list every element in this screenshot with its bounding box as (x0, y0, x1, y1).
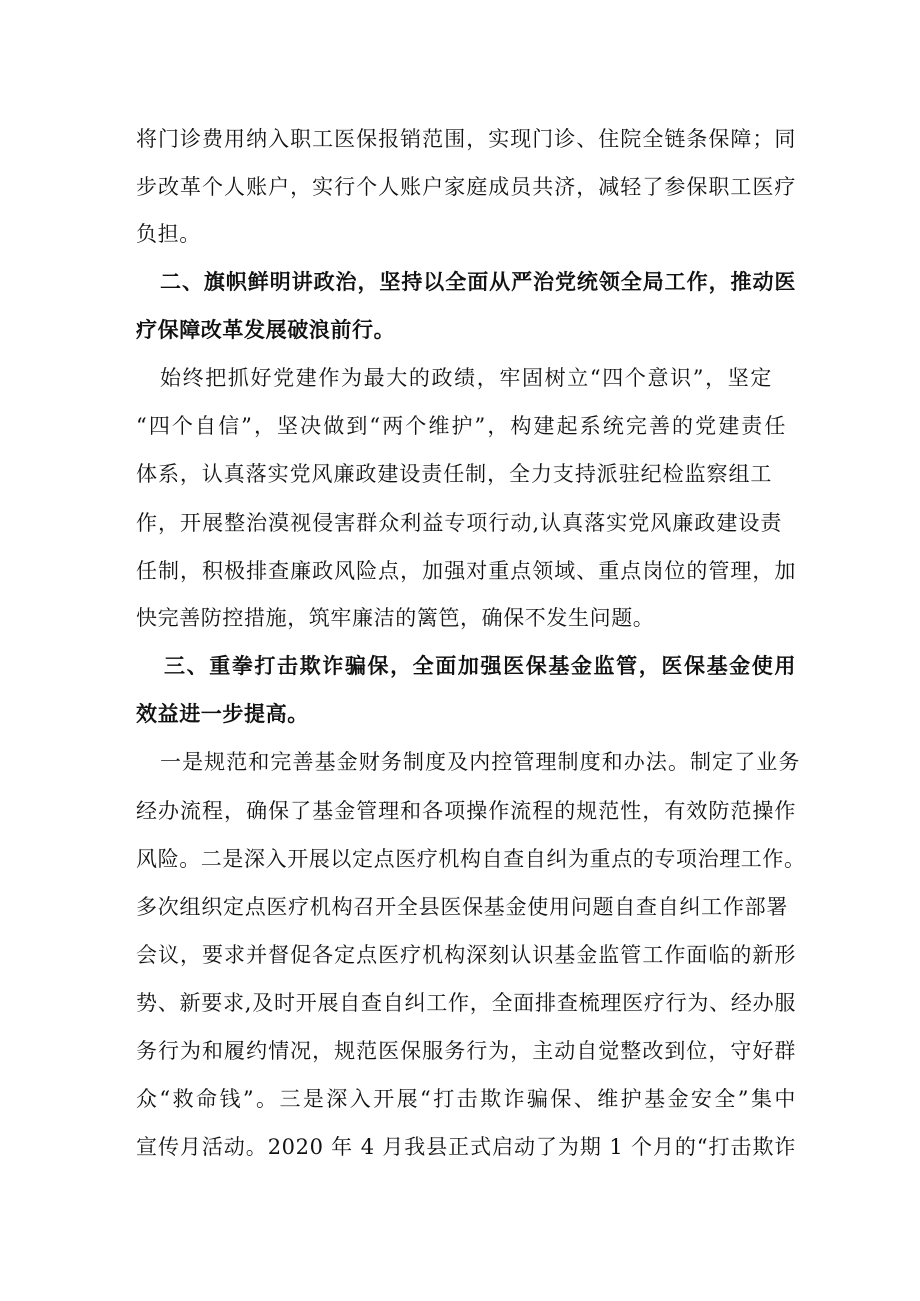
body-text-line: 体系，认真落实党风廉政建设责任制，全力支持派驻纪检监察组工 (136, 462, 772, 486)
body-text-line: 会议，要求并督促各定点医疗机构深刻认识基金监管工作面临的新形 (136, 943, 796, 967)
body-text-line: 快完善防控措施，筑牢廉洁的篱笆，确保不发生问题。 (136, 606, 655, 630)
section-heading-2-line: 疗保障改革发展破浪前行。 (136, 318, 396, 342)
body-text-line: 一是规范和完善基金财务制度及内控管理制度和办法。制定了业务 (160, 750, 800, 774)
body-text-line: 众“救命钱”。三是深入开展“打击欺诈骗保、维护基金安全”集中 (136, 1087, 796, 1111)
body-text-line: 步改革个人账户，实行个人账户家庭成员共济，减轻了参保职工医疗 (136, 175, 796, 199)
body-text-line: 任制，积极排查廉政风险点，加强对重点领域、重点岗位的管理，加 (136, 559, 796, 583)
body-text-line: 始终把抓好党建作为最大的政绩，牢固树立“四个意识”，坚定 (160, 366, 772, 390)
body-text-line: “四个自信”，坚决做到“两个维护”，构建起系统完善的党建责任 (136, 414, 786, 438)
section-heading-3-line: 效益进一步提高。 (136, 702, 309, 726)
body-text-line: 多次组织定点医疗机构召开全县医保基金使用问题自查自纠工作部署 (136, 895, 788, 919)
body-text-line: 风险。二是深入开展以定点医疗机构自查自纠为重点的专项治理工作。 (136, 847, 806, 871)
body-text-line: 经办流程，确保了基金管理和各项操作流程的规范性，有效防范操作 (136, 799, 796, 823)
section-heading-3-line: 三、重拳打击欺诈骗保，全面加强医保基金监管，医保基金使用 (164, 654, 796, 678)
body-text-line: 将门诊费用纳入职工医保报销范围，实现门诊、住院全链条保障；同 (136, 127, 796, 151)
body-text-line: 务行为和履约情况，规范医保服务行为，主动自觉整改到位，守好群 (136, 1039, 796, 1063)
body-text-line: 宣传月活动。2020 年 4 月我县正式启动了为期 1 个月的“打击欺诈 (136, 1135, 796, 1159)
body-text-line: 负担。 (136, 222, 201, 246)
body-text-line: 势、新要求,及时开展自查自纠工作，全面排查梳理医疗行为、经办服 (136, 991, 796, 1015)
body-text-line: 作，开展整治漠视侵害群众利益专项行动,认真落实党风廉政建设责 (136, 511, 782, 535)
section-heading-2-line: 二、旗帜鲜明讲政治，坚持以全面从严治党统领全局工作，推动医 (160, 270, 796, 294)
